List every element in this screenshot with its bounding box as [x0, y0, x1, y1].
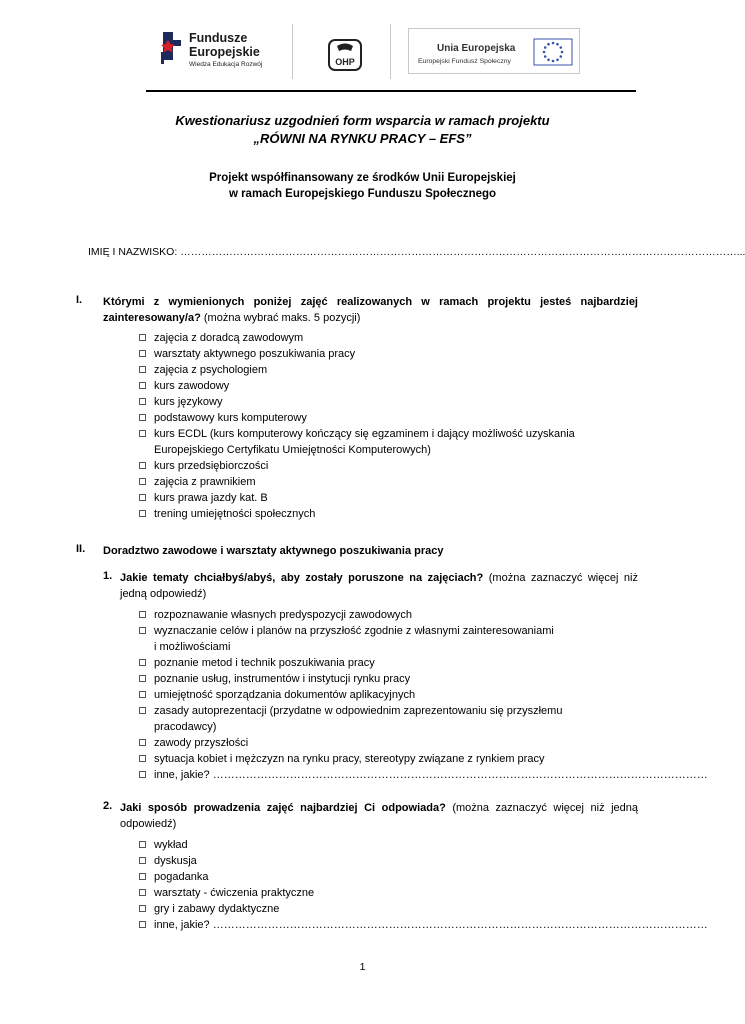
- checkbox[interactable]: [139, 382, 146, 389]
- list-item[interactable]: poznanie metod i technik poszukiwania pracy: [138, 655, 708, 671]
- list-item[interactable]: wykład: [138, 837, 708, 853]
- checkbox[interactable]: [139, 398, 146, 405]
- page-number: 1: [359, 961, 366, 973]
- fundusze-europejskie-logo: [155, 30, 285, 68]
- checkbox[interactable]: [139, 857, 146, 864]
- checkbox[interactable]: [139, 494, 146, 501]
- q2-question-note: (można zaznaczyć więcej niż jedną odpowiedź): [120, 802, 639, 830]
- checkbox[interactable]: [139, 691, 146, 698]
- list-item[interactable]: zasady autoprezentacji (przydatne w odpowiednim zaprezentowaniu się przyszłemu: [138, 703, 708, 719]
- subtitle-line1: Projekt współfinansowany ze środków Unii Europejskiej: [209, 172, 516, 184]
- section1-question: [103, 294, 638, 326]
- q2-options: [138, 837, 708, 933]
- header-divider: [292, 24, 293, 79]
- list-item[interactable]: warsztaty - ćwiczenia praktyczne: [138, 885, 708, 901]
- checkbox[interactable]: [139, 707, 146, 714]
- list-item[interactable]: umiejętność sporządzania dokumentów aplikacyjnych: [138, 687, 708, 703]
- list-item[interactable]: zajęcia z doradcą zawodowym: [138, 330, 575, 346]
- subtitle-line2: w ramach Europejskiego Funduszu Społecznego: [228, 188, 497, 200]
- q2-number: 2.: [103, 800, 113, 812]
- checkbox[interactable]: [139, 675, 146, 682]
- checkbox[interactable]: [139, 462, 146, 469]
- checkbox[interactable]: [139, 611, 146, 618]
- list-item[interactable]: warsztaty aktywnego poszukiwania pracy: [138, 346, 575, 362]
- list-item[interactable]: zawody przyszłości: [138, 735, 708, 751]
- checkbox[interactable]: [139, 841, 146, 848]
- ohp-emblem-icon: [327, 38, 363, 72]
- checkbox[interactable]: [139, 350, 146, 357]
- fe-logo-line1: Fundusze: [189, 31, 248, 45]
- checkbox[interactable]: [139, 755, 146, 762]
- checkbox[interactable]: [139, 627, 146, 634]
- list-item[interactable]: zajęcia z psychologiem: [138, 362, 575, 378]
- checkbox[interactable]: [139, 771, 146, 778]
- list-item[interactable]: trening umiejętności społecznych: [138, 506, 575, 522]
- checkbox[interactable]: [139, 334, 146, 341]
- q2-question-bold: Jaki sposób prowadzenia zajęć najbardziej Ci odpowiada?: [120, 802, 446, 814]
- document-title-line1: Kwestionariusz uzgodnień form wsparcia w ramach projektu: [175, 113, 550, 128]
- eu-flag-icon: [534, 39, 572, 65]
- checkbox[interactable]: [139, 478, 146, 485]
- section2-numeral: II.: [76, 543, 86, 555]
- checkbox[interactable]: [139, 873, 146, 880]
- list-item[interactable]: inne, jakie? ………………………………………………………………………………………………………………………: [138, 917, 708, 933]
- q1-number: 1.: [103, 570, 113, 582]
- unia-europejska-logo: [408, 28, 580, 74]
- list-item-continuation: i możliwościami: [154, 641, 231, 653]
- list-item-continuation: Europejskiego Certyfikatu Umiejętności Komputerowych): [154, 444, 431, 456]
- section1-options: [138, 330, 575, 522]
- ue-logo-title: Unia Europejska: [437, 43, 516, 54]
- fe-star-icon: [155, 30, 185, 66]
- name-field-dots: ……………………………………………………………………………………………………………………………………………...: [180, 246, 745, 258]
- list-item[interactable]: kurs przedsiębiorczości: [138, 458, 575, 474]
- name-field[interactable]: [88, 246, 745, 258]
- list-item[interactable]: wyznaczanie celów i planów na przyszłość zgodnie z własnymi zainteresowaniami: [138, 623, 708, 639]
- section1-question-note: (można wybrać maks. 5 pozycji): [203, 312, 361, 324]
- list-item[interactable]: podstawowy kurs komputerowy: [138, 410, 575, 426]
- list-item[interactable]: zajęcia z prawnikiem: [138, 474, 575, 490]
- checkbox[interactable]: [139, 739, 146, 746]
- fe-logo-line3: Wiedza Edukacja Rozwój: [189, 61, 263, 68]
- list-item[interactable]: pogadanka: [138, 869, 708, 885]
- checkbox[interactable]: [139, 414, 146, 421]
- list-item-continuation: pracodawcy): [154, 721, 217, 733]
- document-title-line2: „RÓWNI NA RYNKU PRACY – EFS”: [253, 131, 472, 146]
- ue-logo-subtitle: Europejski Fundusz Społeczny: [418, 58, 511, 65]
- checkbox[interactable]: [139, 921, 146, 928]
- name-field-label: IMIĘ I NAZWISKO:: [88, 246, 178, 258]
- list-item[interactable]: rozpoznawanie własnych predyspozycji zawodowych: [138, 607, 708, 623]
- section1-numeral: I.: [76, 294, 83, 306]
- checkbox[interactable]: [139, 905, 146, 912]
- checkbox[interactable]: [139, 510, 146, 517]
- list-item[interactable]: kurs prawa jazdy kat. B: [138, 490, 575, 506]
- list-item[interactable]: sytuacja kobiet i mężczyzn na rynku pracy, stereotypy związane z rynkiem pracy: [138, 751, 708, 767]
- list-item[interactable]: kurs zawodowy: [138, 378, 575, 394]
- checkbox[interactable]: [139, 366, 146, 373]
- checkbox[interactable]: [139, 659, 146, 666]
- list-item[interactable]: gry i zabawy dydaktyczne: [138, 901, 708, 917]
- header-rule: [146, 90, 636, 92]
- ohp-logo: [327, 38, 363, 72]
- checkbox[interactable]: [139, 889, 146, 896]
- fe-logo-line2: Europejskie: [189, 45, 260, 59]
- section2-heading: Doradztwo zawodowe i warsztaty aktywnego poszukiwania pracy: [103, 545, 444, 557]
- header-divider: [390, 24, 391, 79]
- q1-question: [120, 570, 638, 602]
- list-item[interactable]: kurs językowy: [138, 394, 575, 410]
- list-item[interactable]: dyskusja: [138, 853, 708, 869]
- checkbox[interactable]: [139, 430, 146, 437]
- ohp-logo-text: OHP: [335, 57, 355, 67]
- q2-question: [120, 800, 638, 832]
- q1-question-bold: Jakie tematy chciałbyś/abyś, aby zostały poruszone na zajęciach?: [120, 572, 484, 584]
- list-item[interactable]: kurs ECDL (kurs komputerowy kończący się egzaminem i dający możliwość uzyskania: [138, 426, 575, 442]
- q1-options: [138, 607, 708, 783]
- list-item[interactable]: poznanie usług, instrumentów i instytucji rynku pracy: [138, 671, 708, 687]
- section1-question-bold: Którymi z wymienionych poniżej zajęć realizowanych w ramach projektu jesteś najbardziej zainteresowany/a?: [103, 296, 638, 324]
- q1-question-note: (można zaznaczyć więcej niż jedną odpowiedź): [120, 572, 638, 600]
- list-item[interactable]: inne, jakie? ………………………………………………………………………………………………………………………: [138, 767, 708, 783]
